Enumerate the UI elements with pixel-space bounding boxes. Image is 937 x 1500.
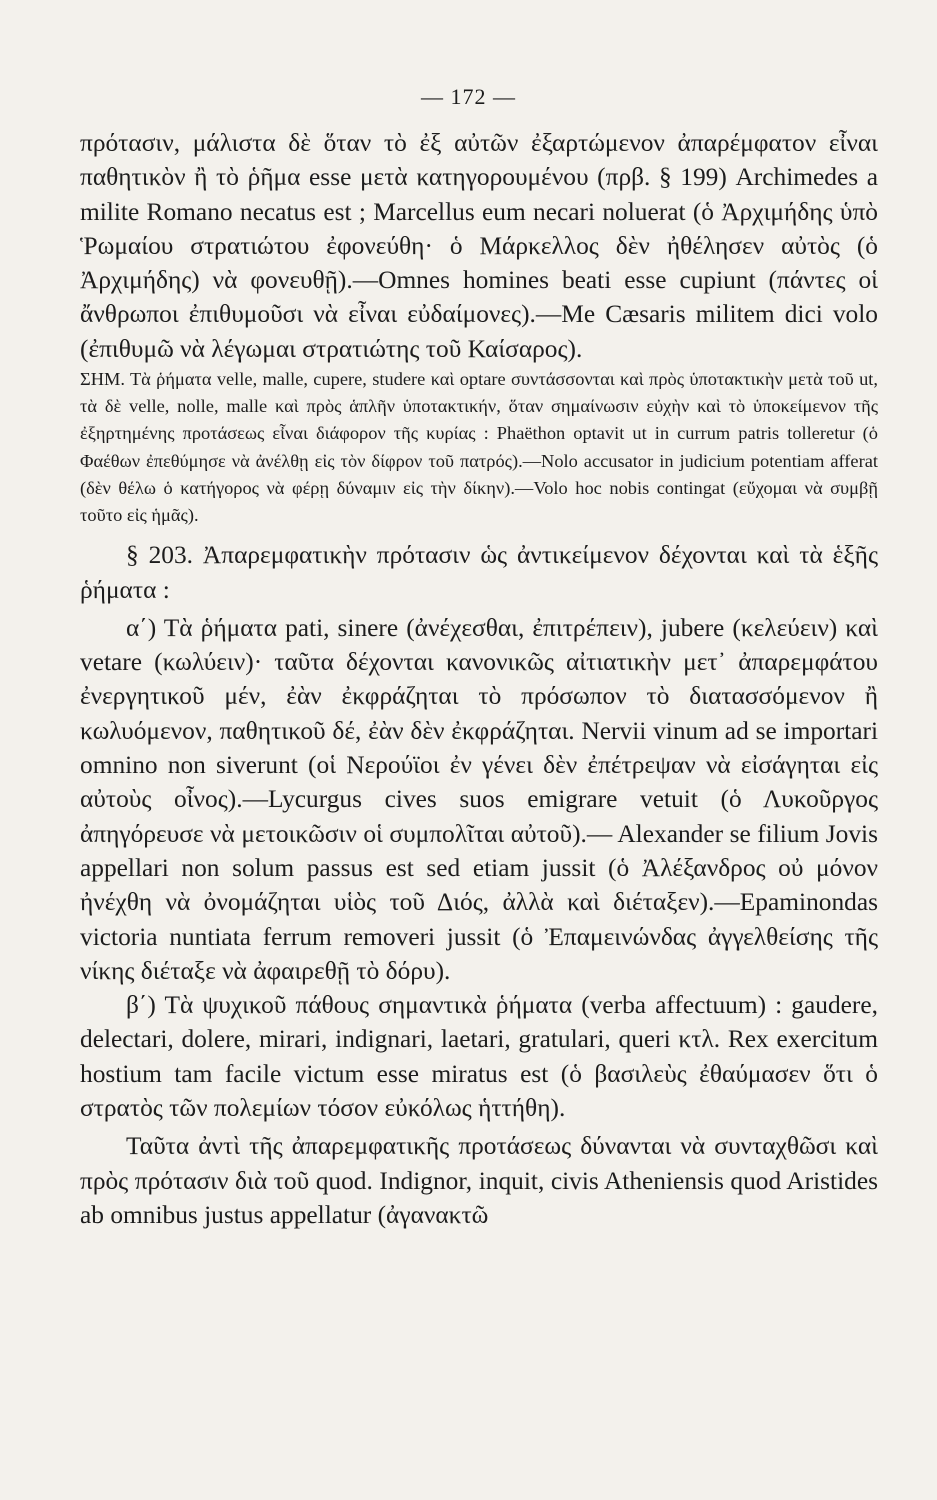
note-block	[80, 366, 878, 529]
section-203-heading: § 203. Ἀπαρεμφατικὴν πρότασιν ὡς ἀντικείμενον δέχονται καὶ τὰ ἑξῆς ῥήματα :	[80, 541, 878, 604]
page-number: — 172 —	[421, 84, 516, 109]
closing-paragraph: Ταῦτα ἀντὶ τῆς ἀπαρεμφατικῆς προτάσεως δύνανται νὰ συνταχθῶσι καὶ πρὸς πρότασιν διὰ τοῦ quod. Indignor, inquit, civis Atheniensis quod Aristides ab omnibus justus appellatur (ἀγανακτῶ	[80, 1132, 878, 1229]
intro-paragraph: πρότασιν, μάλιστα δὲ ὅταν τὸ ἐξ αὐτῶν ἐξαρτώμενον ἀπαρέμφατον εἶναι παθητικὸν ἢ τὸ ῥῆμα esse μετὰ κατηγορουμένου (πρβ. § 199) Archimedes a milite Romano necatus est ; Marcellus eum necari noluerat (ὁ Ἀρχιμήδης ὑπὸ Ῥωμαίου στρατιώτου ἐφονεύθη· ὁ Μάρκελλος δὲν ἠθέλησεν αὐτὸς (ὁ Ἀρχιμήδης) νὰ φονευθῇ).—Omnes homines beati esse cupiunt (πάντες οἱ ἄνθρωποι ἐπιθυμοῦσι νὰ εἶναι εὐδαίμονες).—Me Cæsaris militem dici volo (ἐπιθυμῶ νὰ λέγωμαι στρατιώτης τοῦ Καίσαρος).	[80, 129, 878, 363]
item-b-paragraph: β΄) Τὰ ψυχικοῦ πάθους σημαντικὰ ῥήματα (verba affectuum) : gaudere, delectari, dolere, mirari, indignari, laetari, gratulari, queri κτλ. Rex exercitum hostium tam facile victum esse miratus est (ὁ βασιλεὺς ἐθαύμασεν ὅτι ὁ στρατὸς τῶν πολεμίων τόσον εὐκόλως ἡττήθη).	[80, 991, 878, 1123]
note-label: ΣΗΜ.	[80, 369, 125, 390]
item-a-paragraph: α΄) Τὰ ῥήματα pati, sinere (ἀνέχεσθαι, ἐπιτρέπειν), jubere (κελεύειν) καὶ vetare (κωλύειν)· ταῦτα δέχονται κανονικῶς αἰτιατικὴν μετ᾽ ἀπαρεμφάτου ἐνεργητικοῦ μέν, ἐὰν ἐκφράζηται τὸ πρόσωπον τὸ διατασσόμενον ἢ κωλυόμενον, παθητικοῦ δέ, ἐὰν δὲν ἐκφράζηται. Nervii vinum ad se importari omnino non siverunt (οἱ Νερούϊοι ἐν γένει δὲν ἐπέτρεψαν νὰ εἰσάγηται εἰς αὐτοὺς οἶνος).—Lycurgus cives suos emigrare vetuit (ὁ Λυκοῦργος ἀπηγόρευσε νὰ μετοικῶσιν οἱ συμπολῖται αὐτοῦ).— Alexander se filium Jovis appellari non solum passus est sed etiam jussit (ὁ Ἀλέξανδρος οὐ μόνον ἠνέχθη νὰ ὀνομάζηται υἱὸς τοῦ Διός, ἀλλὰ καὶ διέταξεν).—Epaminondas victoria nuntiata ferrum removeri jussit (ὁ Ἐπαμεινώνδας ἀγγελθείσης τῆς νίκης διέταξε νὰ ἀφαιρεθῇ τὸ δόρυ).	[80, 613, 878, 985]
note-text: Τὰ ῥήματα velle, malle, cupere, studere καὶ optare συντάσσονται καὶ πρὸς ὑποτακτικὴν μετὰ τοῦ ut, τὰ δὲ velle, nolle, malle καὶ πρὸς ἁπλῆν ὑποτακτικήν, ὅταν σημαίνωσιν εὐχὴν καὶ τὸ ὑποκείμενον τῆς ἐξηρτημένης προτάσεως εἶναι διάφορον τῆς κυρίας : Phaëthon optavit ut in currum patris tolleretur (ὁ Φαέθων ἐπεθύμησε νὰ ἀνέλθῃ εἰς τὸν δίφρον τοῦ πατρός).—Nolo accusator in judicium potentiam afferat (δὲν θέλω ὁ κατήγορος νὰ φέρῃ δύναμιν εἰς τὴν δίκην).—Volo hoc nobis contingat (εὔχομαι νὰ συμβῇ τοῦτο εἰς ἡμᾶς).	[80, 369, 878, 526]
page-body	[80, 126, 878, 1232]
note-paragraph	[80, 366, 878, 529]
